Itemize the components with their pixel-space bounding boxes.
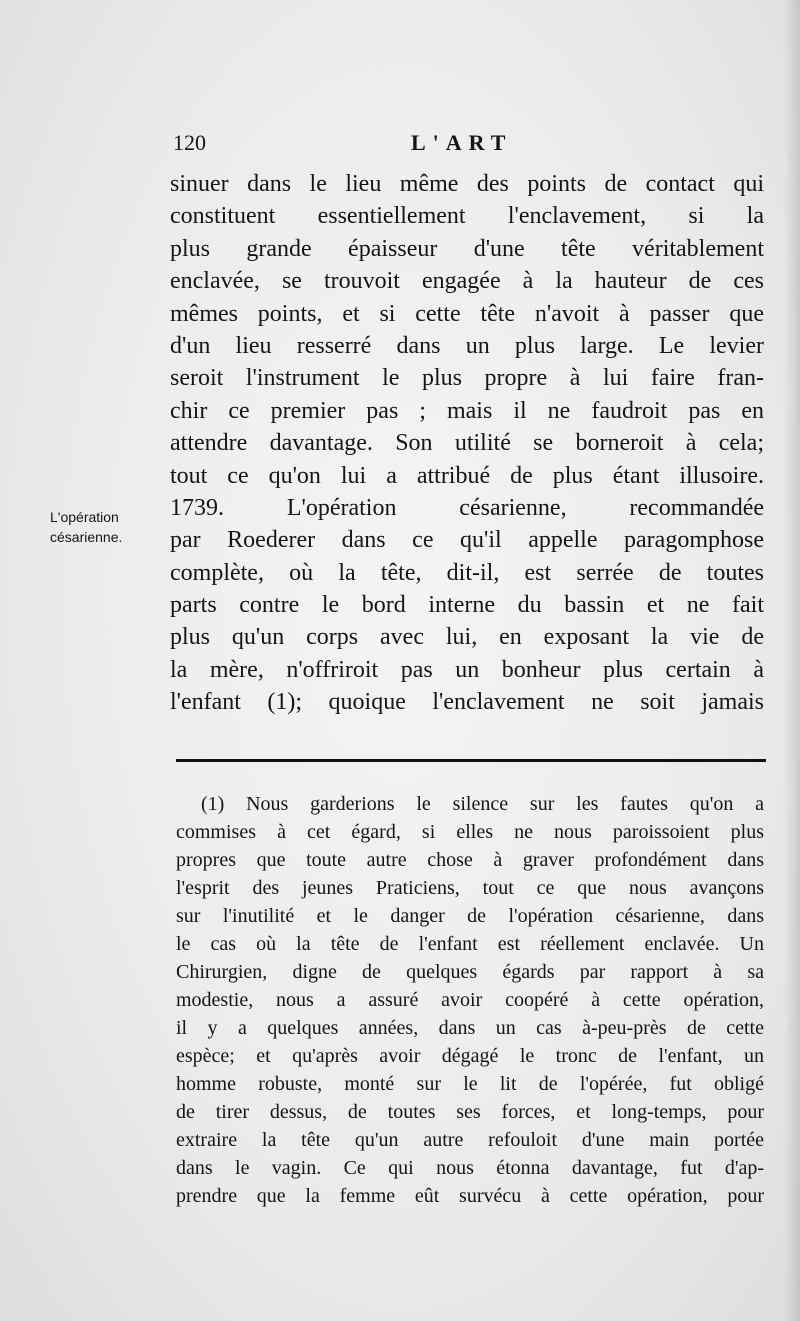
text-line: constituent essentiellement l'enclavement, si la [170, 203, 764, 230]
text-line: tout ce qu'on lui a attribué de plus étant illusoire. [170, 462, 764, 489]
footnote-line: sur l'inutilité et le danger de l'opération césarienne, dans [176, 905, 764, 927]
text-line: sinuer dans le lieu même des points de contact qui [170, 171, 764, 197]
footnote-line: (1) Nous garderions le silence sur les fautes qu'on a [201, 793, 764, 815]
text-line: 1739. L'opération césarienne, recommandée [170, 494, 764, 521]
text-line: l'enfant (1); quoique l'enclavement ne soit jamais [170, 689, 764, 716]
page-edge-shadow [784, 0, 800, 1321]
footnote-line: propres que toute autre chose à graver profondément dans [176, 849, 764, 871]
running-head [173, 130, 693, 160]
footnote-line: de tirer dessus, de toutes ses forces, et long-temps, pour [176, 1101, 764, 1123]
footnote-line: commises à cet égard, si elles ne nous paroissoient plus [176, 821, 764, 843]
text-line: mêmes points, et si cette tête n'avoit à passer que [170, 300, 764, 327]
footnote-line: modestie, nous a assuré avoir coopéré à cette opération, [176, 989, 764, 1011]
text-line: enclavée, se trouvoit engagée à la hauteur de ces [170, 268, 764, 295]
text-line: attendre davantage. Son utilité se borneroit à cela; [170, 430, 764, 457]
text-line: seroit l'instrument le plus propre à lui faire fran- [170, 365, 764, 392]
text-line: complète, où la tête, dit-il, est serrée de toutes [170, 559, 764, 586]
text-line: plus qu'un corps avec lui, en exposant la vie de [170, 624, 764, 651]
margin-note [50, 507, 168, 547]
text-line: par Roederer dans ce qu'il appelle paragomphose [170, 527, 764, 554]
footnote-line: prendre que la femme eût survécu à cette opération, pour [176, 1185, 764, 1207]
text-line: d'un lieu resserré dans un plus large. Le levier [170, 332, 764, 359]
footnote [176, 790, 764, 1210]
text-line: la mère, n'offriroit pas un bonheur plus certain à [170, 656, 764, 683]
text-line: parts contre le bord interne du bassin et ne fait [170, 592, 764, 619]
footnote-line: homme robuste, monté sur le lit de l'opérée, fut obligé [176, 1073, 764, 1095]
footnote-line: Chirurgien, digne de quelques égards par rapport à sa [176, 961, 764, 983]
margin-note-line: L'opération [50, 509, 119, 525]
footnote-line: espèce; et qu'après avoir dégagé le tronc de l'enfant, un [176, 1045, 764, 1067]
running-title: L'ART [411, 130, 513, 155]
footnote-rule [176, 759, 766, 762]
footnote-line: il y a quelques années, dans un cas à-peu-près de cette [176, 1017, 764, 1039]
text-line: plus grande épaisseur d'une tête véritablement [170, 235, 764, 262]
page-number: 120 [173, 130, 206, 155]
footnote-line: extraire la tête qu'un autre refouloit d'une main portée [176, 1129, 764, 1151]
text-line: chir ce premier pas ; mais il ne faudroit pas en [170, 397, 764, 424]
margin-note-line: césarienne. [50, 529, 123, 545]
footnote-line: l'esprit des jeunes Praticiens, tout ce que nous avançons [176, 877, 764, 899]
footnote-line: le cas où la tête de l'enfant est réellement enclavée. Un [176, 933, 764, 955]
footnote-line: dans le vagin. Ce qui nous étonna davantage, fut d'ap- [176, 1157, 764, 1179]
main-text [170, 168, 764, 719]
